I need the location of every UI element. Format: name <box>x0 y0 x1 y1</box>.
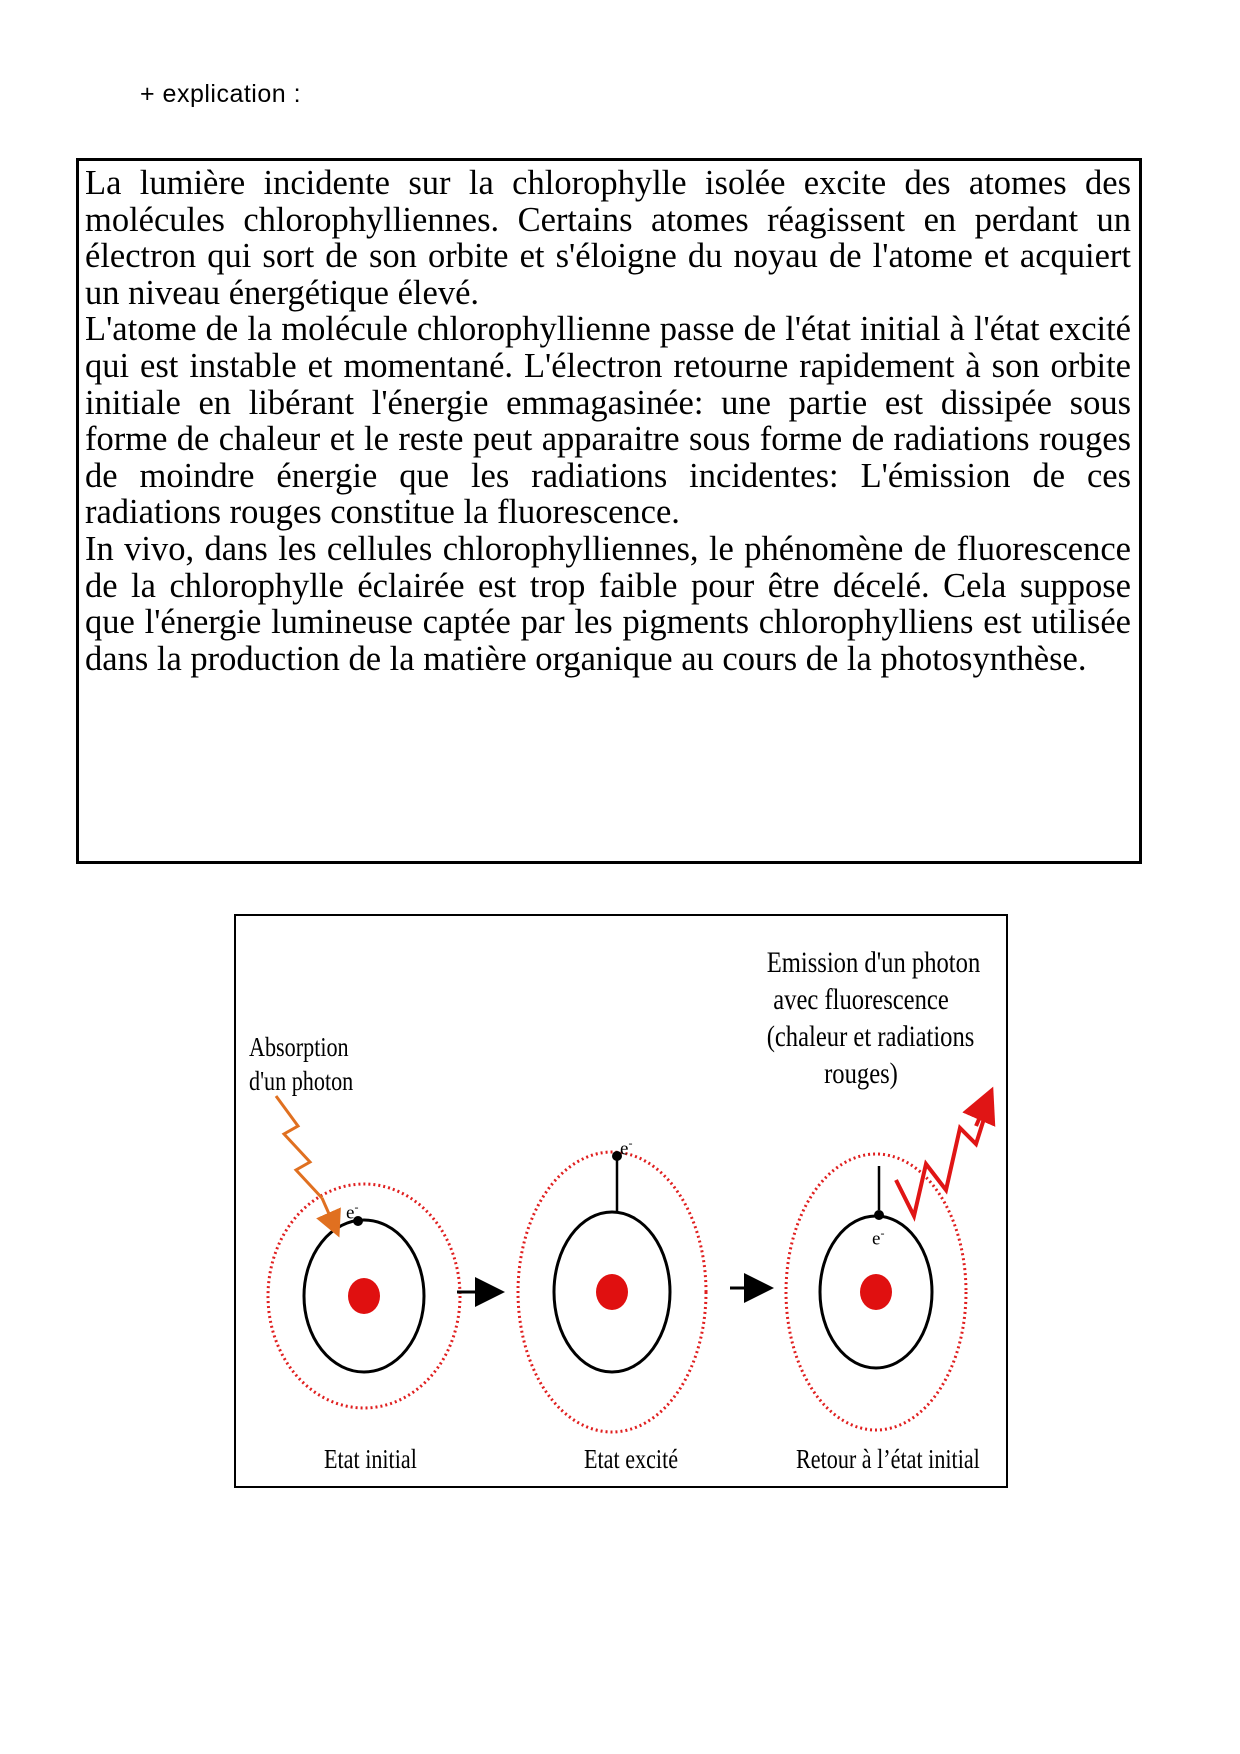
state-label-return: Retour à l’état initial <box>796 1444 980 1474</box>
nucleus-2 <box>596 1274 628 1310</box>
nucleus-1 <box>348 1278 380 1314</box>
absorption-label-line-2: d'un photon <box>249 1066 354 1096</box>
electron-3 <box>874 1210 884 1220</box>
emission-label-line-2: avec fluorescence <box>773 983 949 1016</box>
fluorescence-diagram <box>234 914 1008 1488</box>
absorption-label-line-1: Absorption <box>249 1032 349 1062</box>
emission-label-line-4: rouges) <box>824 1057 898 1090</box>
absorption-label <box>249 1030 353 1098</box>
emission-label-line-3: (chaleur et radiations <box>766 1020 975 1053</box>
nucleus-3 <box>860 1274 892 1310</box>
state-label-initial: Etat initial <box>324 1444 417 1474</box>
explanation-text-box <box>76 158 1142 864</box>
atom-initial-state <box>268 1096 460 1408</box>
emission-label <box>766 944 981 1092</box>
emitted-photon-wave <box>896 1106 988 1216</box>
explanation-paragraph-2: L'atome de la molécule chlorophyllienne passe de l'état initial à l'état excité qui est instable et momentané. L'électron retourne rapidement à son orbite initiale en libérant l'énergie emmagasinée: une partie est dissipée sous forme de chaleur et le reste peut apparaitre sous forme de radiations rouges de moindre énergie que les radiations incidentes: L'émission de ces radiations rouges constitue la fluorescence. <box>85 310 1131 532</box>
electron-label-2: e- <box>620 1136 633 1160</box>
electron-label-3: e- <box>872 1226 885 1250</box>
atom-excited-state <box>518 1151 706 1432</box>
emission-label-line-1: Emission d'un photon <box>766 946 981 979</box>
absorbed-photon-wave <box>276 1096 322 1198</box>
state-label-excited: Etat excité <box>584 1444 679 1474</box>
page-heading: + explication : <box>140 80 302 108</box>
electron-label-1: e- <box>346 1200 359 1224</box>
absorbed-photon-arrow <box>322 1198 337 1232</box>
explanation-paragraph-1: La lumière incidente sur la chlorophylle isolée excite des atomes des molécules chlorophylliennes. Certains atomes réagissent en perdant un électron qui sort de son orbite et s'éloigne du noyau de l'atome et acquiert un niveau énergétique élevé. <box>85 164 1131 312</box>
explanation-paragraph-3: In vivo, dans les cellules chlorophylliennes, le phénomène de fluorescence de la chlorophylle éclairée est trop faible pour être décelé. Cela suppose que l'énergie lumineuse captée par les pigments chlorophylliens est utilisée dans la production de la matière organique au cours de la photosynthèse. <box>85 529 1131 678</box>
atom-return-state <box>786 1094 990 1430</box>
